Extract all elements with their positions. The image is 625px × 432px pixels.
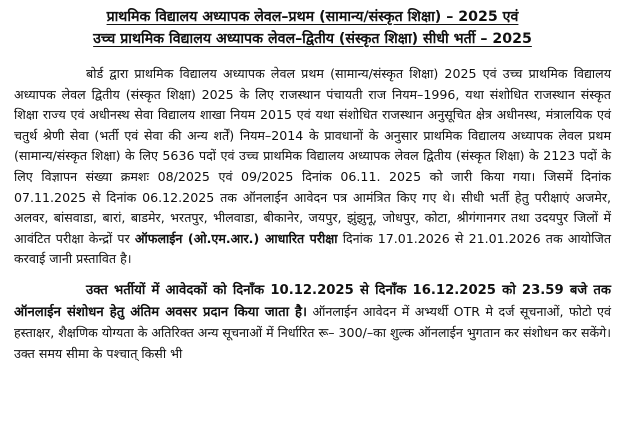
- notice-paragraph-1: [14, 64, 611, 270]
- notice-title-line-2: [14, 28, 611, 50]
- correction-window-emphasis: उक्त भर्तीयों में आवेदकों को दिनाँक 10.12.2025 से दिनाँक 16.12.2025 को 23.59 बजे तक ऑनलाईन संशोधन हेतु अंतिम अवसर प्रदान किया जाता है।: [14, 282, 612, 320]
- notice-title-line-1: [14, 6, 611, 28]
- notice-paragraph-1-text: बोर्ड द्वारा प्राथमिक विद्यालय अध्यापक लेवल प्रथम (सामान्य/संस्कृत शिक्षा) 2025 एवं उच्च प्राथमिक विद्यालय अध्यापक लेवल द्वितीय (संस्कृत शिक्षा) 2025 के लिए राजस्थान पंचायती राज नियम–1996, यथा संशोधित राजस्थान संस्कृत शिक्षा राज्य एवं अधीनस्थ सेवा विद्यालय शाखा नियम 2015 एवं यथा संशोधित राजस्थान अनुसूचित क्षेत्र अधीनस्थ, मंत्रालयिक एवं चतुर्थ श्रेणी सेवा (भर्ती एवं सेवा की अन्य शर्तें) नियम–2014 के प्रावधानों के अनुसार प्राथमिक विद्यालय अध्यापक लेवल प्रथम (सामान्य/संस्कृत शिक्षा) के लिए 5636 पदों एवं उच्च प्राथमिक विद्यालय अध्यापक लेवल द्वितीय (संस्कृत शिक्षा) के 2123 पदों के लिए विज्ञापन संख्या क्रमशः 08/2025 एवं 09/2025 दिनांक 06.11. 2025 को जारी किया गया। जिसमें दिनांक 07.11.2025 से दिनांक 06.12.2025 तक ऑनलाईन आवेदन पत्र आमंत्रित किए गए थे। सीधी भर्ती हेतु परीक्षाएं अजमेर, अलवर, बांसवाडा, बारां, बाडमेर, भरतपुर, भीलवाडा, बीकानेर, जयपुर, झुंझुनू, जोधपुर, कोटा, श्रीगंगानगर तथा उदयपुर जिलों में आवंटित परीक्षा केन्द्रों पर: [14, 66, 611, 246]
- notice-paragraph-2: [14, 280, 611, 364]
- notice-title-line-1-text: प्राथमिक विद्यालय अध्यापक लेवल–प्रथम (सामान्य/संस्कृत शिक्षा) – 2025 एवं: [106, 9, 519, 25]
- notice-paragraph-2-text: ऑनलाईन आवेदन में अभ्यर्थी OTR मे दर्ज सूचनाओं, फोटो एवं हस्ताक्षर, शैक्षणिक योग्यता के अतिरिक्त अन्य सूचनाओं में निर्धारित रू– 300/–का शुल्क ऑनलाईन भुगतान कर संशोधन कर सकेंगे। उक्त समय सीमा के पश्चात् किसी भी: [14, 303, 611, 361]
- notice-paragraph-1-text-end: दिनांक 17.01.2026 से 21.01.2026 तक आयोजित करवाई जानी प्रस्तावित है।: [14, 230, 611, 267]
- notice-title: [14, 6, 611, 50]
- offline-exam-emphasis: ऑफलाईन (ओ.एम.आर.) आधारित परीक्षा: [134, 230, 338, 246]
- notice-title-line-2-text: उच्च प्राथमिक विद्यालय अध्यापक लेवल–द्वितीय (संस्कृत शिक्षा) सीधी भर्ती – 2025: [93, 31, 532, 47]
